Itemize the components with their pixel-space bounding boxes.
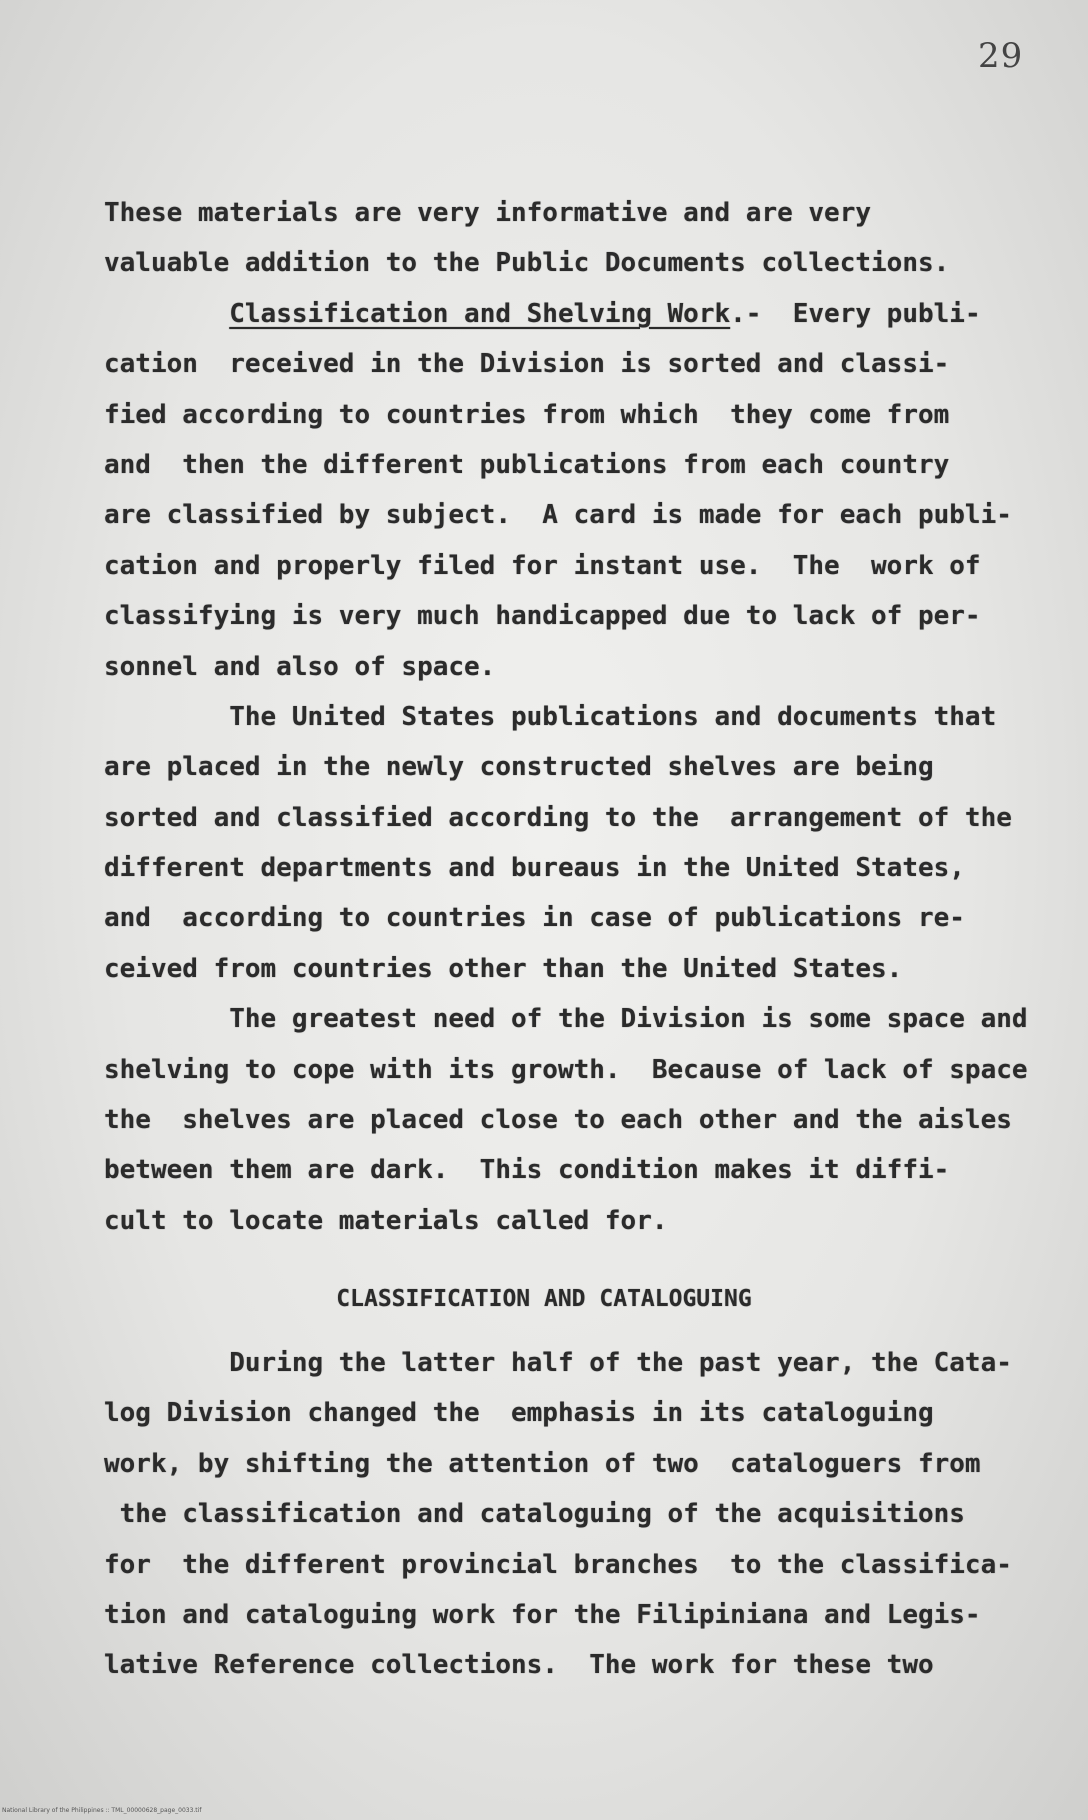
text-line: cation received in the Division is sorted and classi- [104,349,950,380]
text-line: The greatest need of the Division is some space and [104,1004,1028,1035]
text-line: the classification and cataloguing of the acquisitions [104,1499,965,1530]
scan-credit: National Library of the Philippines :: TML_00000628_page_0033.tif [2,1807,202,1814]
body-text-lower [104,1338,1044,1691]
text-line: These materials are very informative and are very [104,198,872,228]
page-number: 29 [978,36,1024,76]
text-line: lative Reference collections. The work for these two [104,1650,934,1681]
text-line: classifying is very much handicapped due to lack of per- [104,601,981,632]
text-line: sorted and classified according to the arrangement of the [104,802,1012,833]
text-line: the shelves are placed close to each other and the aisles [104,1105,1012,1136]
text-line: fied according to countries from which they come from [104,399,950,430]
body-text-upper [104,188,1028,1246]
text-line: During the latter half of the past year, the Cata- [104,1348,1012,1378]
paragraph-heading: Classification and Shelving Work [229,298,731,329]
paragraph-heading-line [104,289,1024,339]
text-line: cation and properly filed for instant use. The work of [104,550,981,581]
section-heading: CLASSIFICATION AND CATALOGUING [336,1286,752,1312]
text-line: and according to countries in case of publications re- [104,903,965,934]
text-line: tion and cataloguing work for the Filipiniana and Legis- [104,1599,981,1630]
text-line: and then the different publications from each country [104,449,950,480]
text-line: different departments and bureaus in the United States, [104,853,965,884]
text-line: for the different provincial branches to the classifica- [104,1549,1012,1580]
text-line: between them are dark. This condition makes it diffi- [104,1155,950,1186]
text-line: shelving to cope with its growth. Because of lack of space [104,1054,1028,1085]
text-line: work, by shifting the attention of two cataloguers from [104,1448,981,1479]
text-fragment: .- Every publi- [730,298,981,329]
text-line: ceived from countries other than the United States. [104,953,903,984]
text-line: sonnel and also of space. [104,651,496,682]
text-line: are placed in the newly constructed shelves are being [104,752,934,783]
indent [104,299,229,329]
text-line: cult to locate materials called for. [104,1205,668,1236]
text-line: log Division changed the emphasis in its cataloguing [104,1398,934,1429]
text-line: The United States publications and documents that [104,701,997,732]
text-line: are classified by subject. A card is made for each publi- [104,500,1012,531]
text-line: valuable addition to the Public Documents collections. [104,248,950,279]
